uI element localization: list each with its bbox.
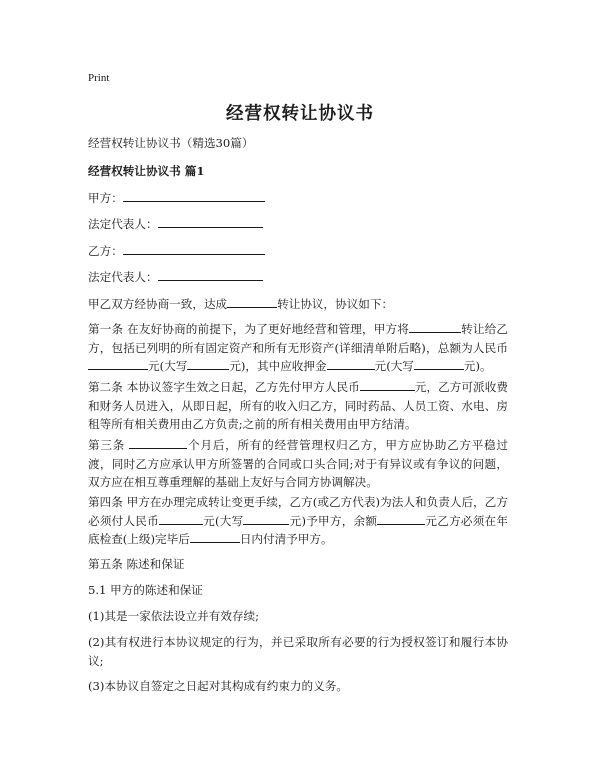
intro-line [88,295,393,312]
rep-b-label: 法定代表人： [88,270,158,284]
list-item-2: (2)其有权进行本协议规定的行为，并已采取所有必要的行为授权签订和履行本协议; [88,635,508,668]
art2-text-2: 元，乙方可派收费和财务人员进入，从即日起，所有的收入归乙方，同时药品、人员工资、水电、房租等所有相关费用由乙方负责;之前的所有相关费用由甲方结清。 [88,380,508,431]
rep-a-blank[interactable] [158,215,263,228]
art1-text-6: 元)。 [463,359,492,373]
article-5-heading: 第五条 陈述和保证 [88,557,185,571]
party-a-label: 甲方： [88,191,123,205]
art1-text-1: 第一条 在友好协商的前提下，为了更好地经营和管理，甲方将 [88,322,409,336]
party-a-blank[interactable] [123,189,265,202]
document-subtitle: 经营权转让协议书（精选30篇） [88,136,254,150]
art4-text-3: 元)予甲方，余额 [289,513,378,528]
art4-text-4: 元乙方必须在年底检查(上级)完毕后 [88,513,508,546]
art2-blank-1[interactable] [360,378,415,391]
subsection-5-1: 5.1 甲方的陈述和保证 [88,583,203,597]
art4-blank-3[interactable] [377,512,425,525]
art1-text-5: 元(大写 [374,359,414,373]
rep-a-label: 法定代表人： [88,217,158,231]
art4-text-5: 日内付清予甲方。 [239,532,333,546]
art4-text-1: 第四条 甲方在办理完成转让变更手续，乙方(或乙方代表)为法人和负责人后，乙方必须付人民币 [88,495,508,528]
art1-blank-5[interactable] [414,357,464,370]
rep-a-line [88,215,263,232]
art1-text-3: 元(大写 [148,359,188,373]
art2-text-1: 第二条 本协议签字生效之日起，乙方先付甲方人民币 [88,380,360,394]
party-b-label: 乙方： [88,244,123,258]
article-4 [88,493,508,549]
rep-b-blank[interactable] [158,268,263,281]
art3-text-2: 个月后，所有的经营管理权归乙方，甲方应协助乙方平稳过渡，同时乙方应承认甲方所签署的合同或口头合同;对于有异议或有争议的问题，双方应在相互尊重理解的基础上友好与合同方协调解决。 [88,438,508,489]
section-heading: 经营权转让协议书 篇1 [88,164,205,178]
article-2 [88,378,508,434]
art4-blank-2[interactable] [243,512,289,525]
art1-text-2: 转让给乙方，包括已列明的所有固定资产和所有无形资产(详细清单附后略)，总额为人民币 [88,322,508,355]
art4-text-2: 元(大写 [202,513,244,528]
art1-blank-3[interactable] [187,357,229,370]
art1-blank-1[interactable] [409,320,461,333]
print-link[interactable]: Print [88,72,110,84]
party-b-line [88,242,265,259]
art1-blank-2[interactable] [88,357,148,370]
list-item-1: (1)其是一家依法设立并有效存续; [88,609,260,623]
art3-text-1: 第三条 [88,438,125,452]
art3-blank-1[interactable] [129,436,187,449]
intro-blank[interactable] [227,295,277,308]
article-1 [88,320,508,376]
list-item-3: (3)本协议自签定之日起对其构成有约束力的义务。 [88,679,348,693]
party-a-line [88,189,265,206]
intro-post: 转让协议，协议如下： [277,297,394,311]
art4-blank-1[interactable] [159,512,203,525]
art1-text-4: 元)，其中应收押金 [229,359,327,373]
intro-pre: 甲乙双方经协商一致，达成 [88,297,228,311]
article-3 [88,436,508,492]
document-title: 经营权转让协议书 [226,104,374,124]
party-b-blank[interactable] [123,242,265,255]
art1-blank-4[interactable] [327,357,375,370]
rep-b-line [88,268,263,285]
art4-blank-4[interactable] [190,530,240,543]
